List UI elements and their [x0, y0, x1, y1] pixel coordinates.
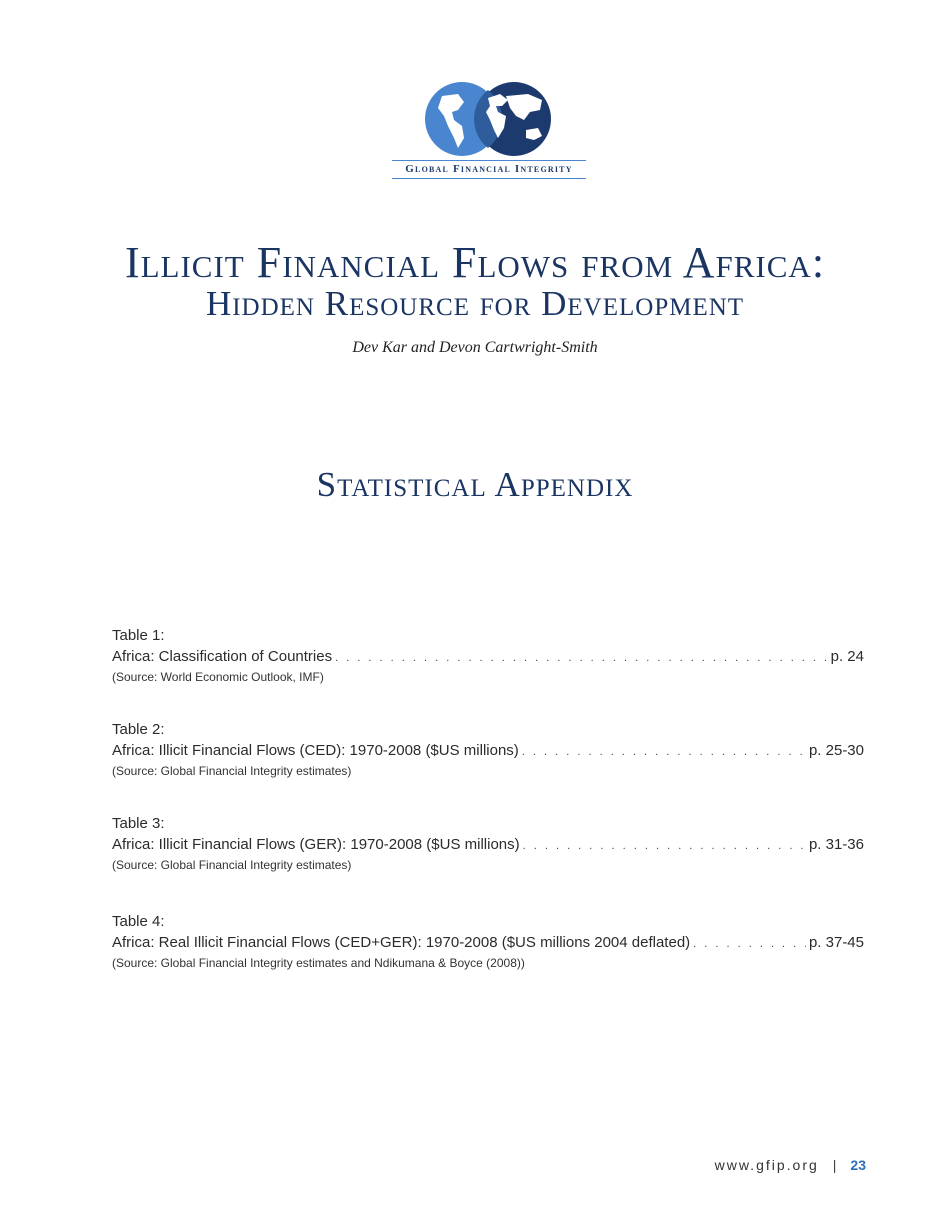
toc-entry-label: Table 2:: [112, 721, 165, 738]
toc-entry-line: [112, 740, 864, 763]
toc-entry-title: Africa: Illicit Financial Flows (GER): 1970-2008 ($US millions): [112, 836, 520, 853]
toc-entry-label: Table 1:: [112, 627, 165, 644]
dot-leader: [693, 933, 806, 955]
toc-entry-title: Africa: Real Illicit Financial Flows (CED+GER): 1970-2008 ($US millions 2004 deflated): [112, 934, 691, 951]
toc-entry-title: Africa: Classification of Countries: [112, 648, 333, 665]
toc-entry-source: (Source: Global Financial Integrity estimates and Ndikumana & Boyce (2008)): [112, 956, 525, 970]
section-heading: Statistical Appendix: [316, 465, 634, 504]
toc-entry-label: Table 4:: [112, 913, 165, 930]
dot-leader: [523, 835, 806, 857]
toc-entry-source: (Source: Global Financial Integrity estimates): [112, 858, 352, 872]
toc-entry-page: p. 31-36: [808, 836, 864, 853]
toc-entry-source: (Source: Global Financial Integrity estimates): [112, 764, 352, 778]
toc-entry-source: (Source: World Economic Outlook, IMF): [112, 670, 324, 684]
document-title: Illicit Financial Flows from Africa:: [124, 238, 826, 287]
authors: Dev Kar and Devon Cartwright-Smith: [352, 339, 598, 356]
toc-entry-page: p. 24: [830, 648, 864, 665]
toc-entry-title: Africa: Illicit Financial Flows (CED): 1970-2008 ($US millions): [112, 742, 519, 759]
brand-rule-bottom: [392, 178, 586, 179]
toc-entry[interactable]: [112, 626, 864, 685]
brand-name: Global Financial Integrity: [405, 163, 573, 175]
document-subtitle: Hidden Resource for Development: [205, 284, 745, 323]
toc-entry-page: p. 37-45: [808, 934, 864, 951]
page-footer: [715, 1157, 866, 1173]
website-link[interactable]: www.gfip.org: [714, 1157, 819, 1173]
dot-leader: [522, 741, 806, 763]
toc-entry-page: p. 25-30: [808, 742, 864, 759]
toc-entry[interactable]: [112, 814, 864, 873]
toc-entry-line: [112, 932, 864, 955]
dot-leader: [335, 647, 828, 669]
globe-logo-icon: [392, 82, 586, 162]
toc-entry[interactable]: [112, 912, 864, 971]
toc-entry-line: [112, 646, 864, 669]
page-number: 23: [850, 1157, 866, 1173]
toc-entry-line: [112, 834, 864, 857]
brand-rule-top: [392, 160, 586, 161]
toc-entry-label: Table 3:: [112, 815, 165, 832]
toc-entry[interactable]: [112, 720, 864, 779]
footer-separator: |: [832, 1157, 837, 1173]
